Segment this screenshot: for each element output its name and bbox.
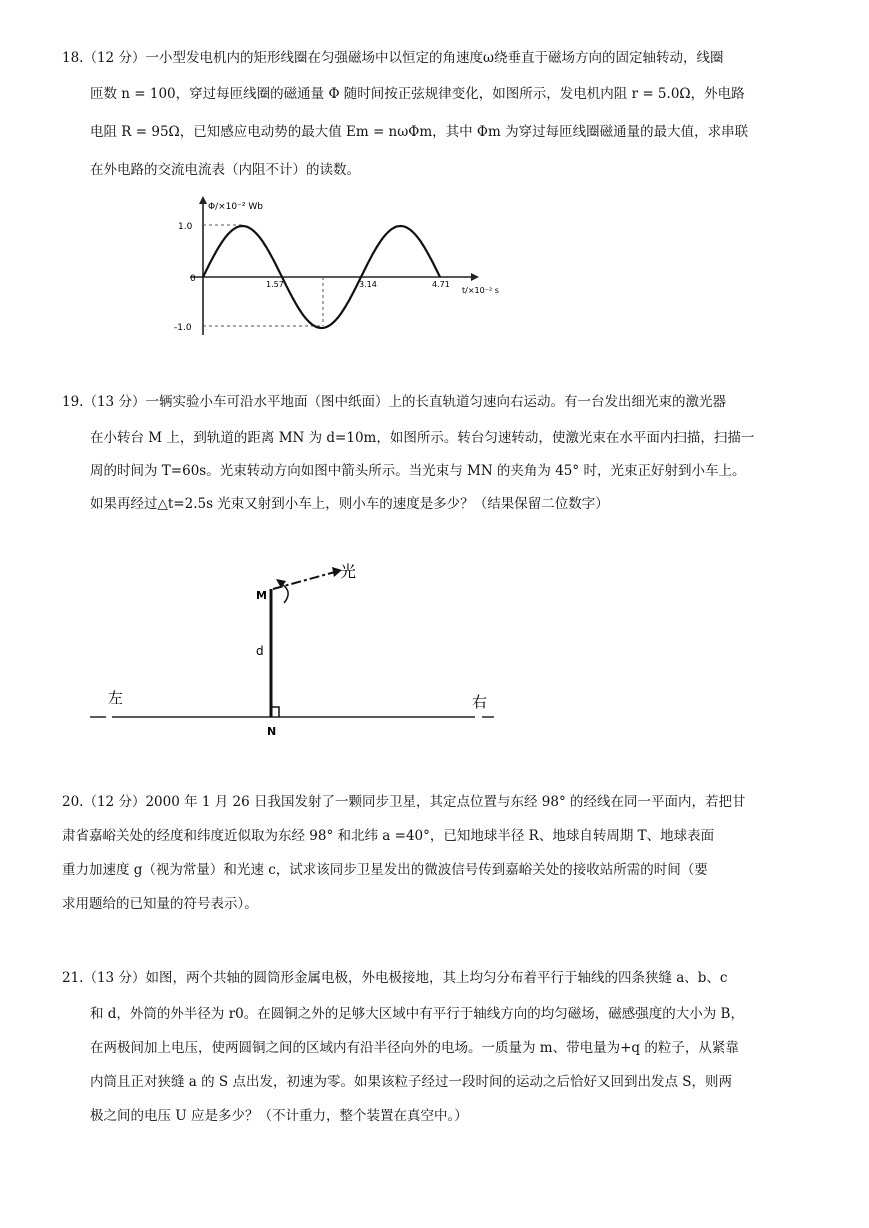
y-tick-min: -1.0 — [174, 323, 192, 333]
y-axis-arrow-icon — [199, 196, 207, 204]
q21-line-2: 和 d，外筒的外半径为 r0。在圆铜之外的足够大区域中有平行于轴线方向的均匀磁场，磁感强度的大小为 B， — [90, 1006, 744, 1022]
flux-graph-y-label: Φ/×10⁻² Wb — [208, 202, 263, 212]
x-tick-3: 4.71 — [432, 280, 450, 289]
label-m: M — [256, 589, 267, 602]
x-axis-arrow-icon — [471, 273, 479, 281]
flux-graph — [170, 195, 499, 340]
q20-line-3: 重力加速度 g（视为常量）和光速 c，试求该同步卫星发出的微波信号传到嘉峪关处的接收站所需的时间（要 — [62, 862, 708, 878]
y-tick-zero: 0 — [190, 274, 196, 284]
q19-line-3: 周的时间为 T=60s。光束转动方向如图中箭头所示。当光束与 MN 的夹角为 45° 时，光束正好射到小车上。 — [90, 463, 746, 479]
q19-line-1: 19.（13 分）一辆实验小车可沿水平地面（图中纸面）上的长直轨道匀速向右运动。有一台发出细光束的激光器 — [62, 394, 726, 410]
q19-line-4: 如果再经过△t=2.5s 光束又射到小车上，则小车的速度是多少？（结果保留二位数字） — [90, 496, 609, 512]
q18-line-2: 匝数 n = 100，穿过每匝线圈的磁通量 Φ 随时间按正弦规律变化，如图所示，发电机内阻 r = 5.0Ω，外电路 — [90, 86, 745, 102]
q21-line-5: 极之间的电压 U 应是多少？（不计重力，整个装置在真空中。） — [90, 1108, 468, 1124]
q18-line-1: 18.（12 分）一小型发电机内的矩形线圈在匀强磁场中以恒定的角速度ω绕垂直于磁场方向的固定轴转动，线圈 — [62, 50, 724, 66]
q20-line-4: 求用题给的已知量的符号表示）。 — [62, 896, 258, 912]
laser-diagram — [80, 555, 520, 745]
flux-graph-x-label: t/×10⁻² s — [462, 286, 499, 295]
q19-line-2: 在小转台 M 上，到轨道的距离 MN 为 d=10m，如图所示。转台匀速转动，使激光束在水平面内扫描，扫描一 — [90, 430, 755, 446]
q18-line-4: 在外电路的交流电流表（内阻不计）的读数。 — [90, 162, 360, 178]
label-right: 右 — [472, 693, 488, 711]
label-left: 左 — [108, 689, 124, 707]
x-tick-2: 3.14 — [359, 280, 377, 289]
q21-line-1: 21.（13 分）如图，两个共轴的圆筒形金属电极，外电极接地，其上均匀分布着平行于轴线的四条狭缝 a、b、c — [62, 970, 728, 986]
q21-line-4: 内筒且正对狭缝 a 的 S 点出发，初速为零。如果该粒子经过一段时间的运动之后恰好又回到出发点 S，则两 — [90, 1074, 733, 1090]
q21-line-3: 在两极间加上电压，使两圆铜之间的区域内有沿半径向外的电场。一质量为 m、带电量为+q 的粒子，从紧靠 — [90, 1040, 739, 1056]
label-d: d — [256, 644, 264, 658]
label-light: 光 — [340, 562, 357, 581]
y-tick-max: 1.0 — [178, 222, 193, 232]
q18-line-3: 电阻 R = 95Ω，已知感应电动势的最大值 Em = nωΦm，其中 Φm 为穿过每匝线圈磁通量的最大值，求串联 — [90, 124, 749, 140]
q20-line-1: 20.（12 分）2000 年 1 月 26 日我国发射了一颗同步卫星，其定点位置与东经 98° 的经线在同一平面内，若把甘 — [62, 794, 746, 810]
x-tick-1: 1.57 — [266, 280, 284, 289]
q20-line-2: 肃省嘉峪关处的经度和纬度近似取为东经 98° 和北纬 a =40°，已知地球半径 R、地球自转周期 T、地球表面 — [62, 828, 715, 844]
label-n: N — [267, 725, 277, 738]
